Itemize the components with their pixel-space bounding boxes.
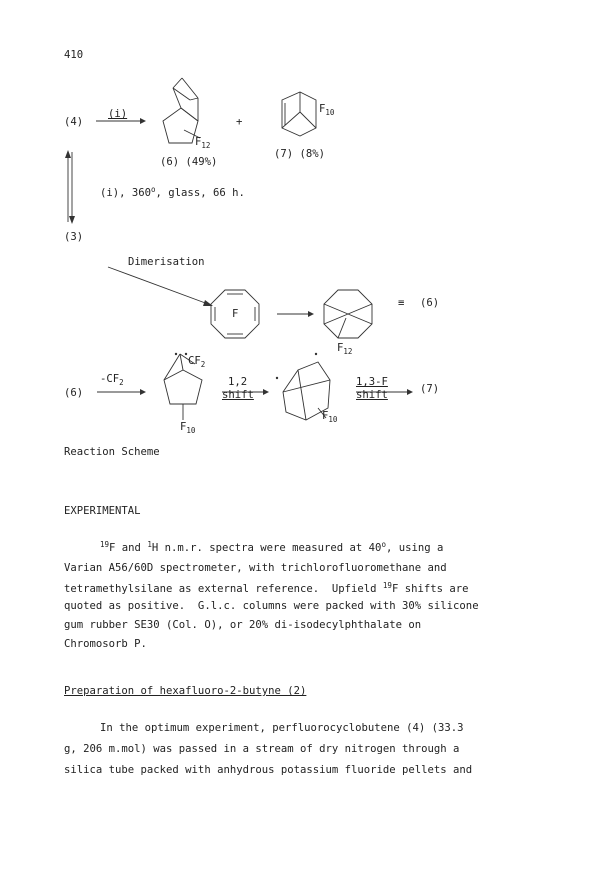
page-number: 410: [64, 49, 84, 61]
compound-7-structure: [282, 92, 316, 136]
paragraph-line: Chromosorb P.: [64, 638, 147, 650]
arrowhead: [140, 118, 146, 124]
equivalent-compound-6: (6): [420, 297, 440, 309]
compound-6-structure: [163, 78, 200, 143]
arrowhead: [263, 389, 269, 395]
dimerisation-arrow: [108, 267, 208, 304]
dimer-cage-structure: [324, 290, 372, 338]
compound-6-label: (6) (49%): [160, 156, 218, 168]
compound-4-label: (4): [64, 116, 84, 128]
f10-label-b: $F_{10}$: [322, 410, 338, 424]
equivalence-sign: ≡: [398, 297, 405, 309]
arrowhead: [407, 389, 413, 395]
condition-i: (i): [108, 108, 128, 120]
paragraph-line: quoted as positive. G.l.c. columns were packed with 30% silicone: [64, 600, 479, 612]
paragraph-line: g, 206 m.mol) was passed in a stream of dry nitrogen through a: [64, 743, 460, 755]
paragraph-line: In the optimum experiment, perfluorocyclobutene (4) (33.3: [100, 722, 464, 734]
plus-sign: +: [236, 116, 243, 128]
shift-1-2-top: 1,2: [228, 376, 248, 388]
shift-1-3-f-top: 1,3-F: [356, 376, 388, 388]
reaction-conditions: (i), 360$^o$, glass, 66 h.: [100, 185, 245, 199]
cf2-loss-label: $-CF_2$: [100, 373, 124, 387]
compound-7-label: (7) (8%): [274, 148, 326, 160]
start-compound-6: (6): [64, 387, 84, 399]
dimerisation-label: Dimerisation: [128, 256, 205, 268]
shift-1-2-bottom: shift: [222, 389, 254, 401]
shift-1-3-f-bottom: shift: [356, 389, 388, 401]
ring-f-label: F: [232, 308, 239, 320]
end-compound-7: (7): [420, 383, 440, 395]
paragraph-line: $^{19}$F and $^1$H n.m.r. spectra were measured at 40$^o$, using a: [100, 540, 444, 554]
arrowhead: [140, 389, 146, 395]
f10-label-a: $F_{10}$: [180, 421, 196, 435]
paragraph-line: gum rubber SE30 (Col. O), or 20% di-isodecylphthalate on: [64, 619, 422, 631]
paragraph-line: silica tube packed with anhydrous potassium fluoride pellets and: [64, 764, 473, 776]
experimental-heading: EXPERIMENTAL: [64, 505, 141, 517]
f12-label-top: $F_{12}$: [195, 136, 211, 150]
f10-label-top: $F_{10}$: [319, 103, 335, 117]
f12-label-mid: $F_{12}$: [337, 342, 353, 356]
preparation-heading: Preparation of hexafluoro-2-butyne (2): [64, 685, 307, 697]
cf2-bridge-label: $CF_2$: [188, 355, 206, 369]
paragraph-line: Varian A56/60D spectrometer, with trichlorofluoromethane and: [64, 562, 447, 574]
compound-3-label: (3): [64, 231, 84, 243]
scheme-caption: Reaction Scheme: [64, 446, 160, 458]
arrowhead: [308, 311, 314, 317]
equilibrium-arrows: [65, 150, 75, 224]
paragraph-line: tetramethylsilane as external reference. Upfield $^{19}$F shifts are: [64, 581, 469, 595]
